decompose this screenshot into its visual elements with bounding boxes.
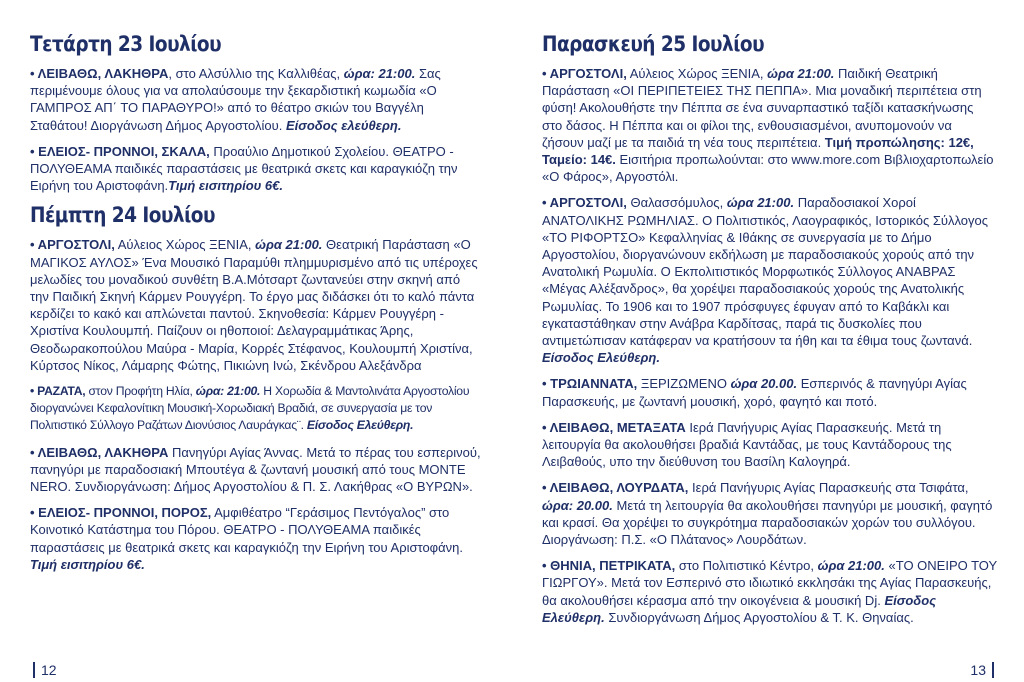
event-text: Αμφιθέατρο “Γεράσιμος Πεντόγαλος” στο Κοινοτικό Κατάστημα του Πόρου. ΘΕΑΤΡΟ - ΠΟΛΥΘΕΑΜΑ παιδικές παραστάσεις με θεατρικά σκετς και καραγκιόζη την Ειρήνη του Αριστοφάνη. — [30, 505, 463, 555]
event-entry: Είσοδος Ελεύθερη. — [542, 350, 660, 366]
event-entry: Είσοδος Ελεύθερη. — [542, 592, 937, 625]
event-text: Θεατρική Παράσταση «Ο ΜΑΓΙΚΟΣ ΑΥΛΟΣ» Ένα Μουσικό Παραμύθι πλημμυρισμένο από τις υπέροχες μελωδίες του μοναδικού συνθέτη Β.Α.Μότσαρτ ζωντανεύει στην σκηνή από την Παιδική Σκηνή Κάρμεν Ρουγγέρη. Το έργο μας διδάσκει ότι το καλό πάντα κερδίζει το κακό και απλώνεται παντού. Σκηνοθεσία: Κάρμεν Ρουγγέρη - Χριστίνα Κουλουμπή. Παίζουν οι ηθοποιοί: Δελαγραμμάτικας Άρης, Θεοδωρακοπούλου Μαύρα - Μαρία, Κορρές Στέφανος, Κουλουμπή Χριστίνα, Κύρτσος Νίκος, Λάμαρης Φώτης, Πικιώνη Ινώ, Σκένδρου Αλεξάνδρα — [30, 237, 478, 373]
event-entry: Είσοδος ελεύθερη. — [285, 117, 402, 133]
event-place: • ΘΗΝΙΑ, ΠΕΤΡΙΚΑΤΑ, — [542, 558, 676, 574]
event-text: Ιερά Πανήγυρις Αγίας Παρασκευής στα Τσιφάτα, — [688, 480, 969, 496]
event-argostoli-dances — [542, 194, 997, 366]
event-argostoli-peppa — [542, 65, 997, 185]
event-place: • ΕΛΕΙΟΣ- ΠΡΟΝΝΟΙ, ΠΟΡΟΣ, — [30, 505, 212, 521]
right-column — [542, 32, 997, 635]
event-text: Εισιτήρια προπωλούνται: στο www.more.com Βιβλιοχαρτοπωλείο «Ο Φάρος», Αργοστόλι. — [542, 152, 994, 185]
event-metaxata — [542, 419, 997, 471]
event-text: Προαύλιο Δημοτικού Σχολείου. ΘΕΑΤΡΟ - ΠΟΛΥΘΕΑΜΑ παιδικές παραστάσεις με θεατρικά σκετς και καραγκιόζη την Ειρήνη του Αριστοφάνη. — [30, 143, 458, 194]
event-text: «ΤΟ ΟΝΕΙΡΟ ΤΟΥ ΓΙΩΡΓΟΥ». Μετά τον Εσπερινό στο ιδιωτικό εκκλησάκι της Αγίας Παρασκευής, θα ακολουθήσει κέρασμα από την οικογένεια & μουσική Dj. — [542, 558, 997, 608]
event-razata — [30, 383, 482, 435]
event-time: ώρα 21:00. — [767, 66, 835, 81]
event-place: • ΕΛΕΙΟΣ- ΠΡΟΝΝΟΙ, ΣΚΑΛΑ, — [30, 143, 210, 159]
right-page — [512, 0, 1024, 682]
event-text: Παιδική Θεατρική Παράσταση «ΟΙ ΠΕΡΙΠΕΤΕΙΕΣ ΤΗΣ ΠΕΠΠΑ». Μια μοναδική περιπέτεια στη φύση! Ακολουθήστε την Πέππα σε ένα συναρπαστικό ταξίδι κατασκήνωσης στο δάσος. Η Πέππα και οι φίλοι της, ενθουσιασμένοι, ανυπομονούν να ζήσουν μαζί με τα παιδιά τη νέα τους περιπέτεια. — [542, 66, 982, 150]
event-place: • ΤΡΩΙΑΝΝΑΤΑ, — [542, 376, 638, 392]
event-text: Εσπερινός & πανηγύρι Αγίας Παρασκευής, με ζωντανή μουσική, χορό, φαγητό και ποτό. — [542, 376, 967, 409]
event-text: στον Προφήτη Ηλία, — [85, 384, 196, 399]
event-text: στο Πολιτιστικό Κέντρο, — [675, 558, 818, 574]
event-time: ώρα 21:00. — [726, 195, 795, 211]
event-poros — [30, 504, 482, 573]
event-text: ΞΕΡΙΖΩΜΕΝΟ — [637, 376, 731, 392]
event-place: • ΑΡΓΟΣΤΟΛΙ, — [542, 66, 627, 81]
event-time: ώρα 20.00. — [730, 376, 798, 392]
event-skala — [30, 143, 482, 195]
event-place: • ΡΑΖΑΤΑ, — [30, 384, 86, 399]
event-petrikata — [542, 557, 997, 626]
page-number: 13 — [970, 662, 994, 678]
left-column — [30, 32, 482, 582]
page-number: 12 — [33, 662, 57, 678]
event-argostoli-thu — [30, 236, 482, 374]
day-heading-friday: Παρασκευή 25 Ιουλίου — [542, 32, 765, 57]
event-time: ώρα 21:00. — [817, 558, 885, 574]
event-place: • ΛΕΙΒΑΘΩ, ΛΑΚΗΘΡΑ — [30, 444, 169, 460]
event-time: ώρα: 21:00. — [343, 66, 416, 81]
event-time: ώρα: 20.00. — [542, 497, 613, 513]
event-text: Η Χορωδία & Μαντολινάτα Αργοστολίου διοργανώνει Κεφαλονίτικη Μουσική-Χορωδιακή Βραδιά, σε συνεργασία με τον Πολιτιστικό Σύλλογο Ραζάτων Διονύσιος Λαυράγκας¨. — [30, 384, 470, 433]
event-troiannata — [542, 375, 997, 409]
event-price: Τιμή εισιτηρίου 6€. — [30, 556, 145, 572]
event-text: Μετά τη λειτουργία θα ακολουθήσει πανηγύρι με μουσική, φαγητό και κρασί. Θα χορέψει το συγκρότημα παραδοσιακών χορών του συλλόγου. Διοργάνωση: Π.Σ. «Ο Πλάτανος» Λουρδάτων. — [542, 497, 993, 548]
event-lakithra-thu — [30, 444, 482, 496]
event-text: Σας περιμένουμε όλους για να απολαύσουμε την ξεκαρδιστική κωμωδία «Ο ΓΑΜΠΡΟΣ ΑΠ΄ ΤΟ ΠΑΡΑΘΥΡΟ!» από το θέατρο σκιών του Βαγγέλη Σταθάτου! Διοργάνωση Δήμος Αργοστολίου. — [30, 66, 441, 133]
event-lourdata — [542, 479, 997, 548]
event-place: • ΛΕΙΒΑΘΩ, ΛΑΚΗΘΡΑ — [30, 66, 169, 81]
event-price: Τιμή εισιτηρίου 6€. — [168, 178, 284, 194]
event-text: Αύλειος Χώρος ΞΕΝΙΑ, — [626, 66, 768, 81]
day-heading-wednesday: Τετάρτη 23 Ιουλίου — [30, 32, 222, 57]
event-text: , στο Αλσύλλιο της Καλλιθέας, — [168, 66, 344, 81]
event-place: • ΛΕΙΒΑΘΩ, ΜΕΤΑΞΑΤΑ — [542, 419, 686, 435]
event-lakithra-wed — [30, 65, 482, 134]
event-text: Παραδοσιακοί Χοροί ΑΝΑΤΟΛΙΚΗΣ ΡΩΜΗΛΙΑΣ. Ο Πολιτιστικός, Λαογραφικός, Ιστορικός Σύλλογος «ΤΟ ΡΙΦΟΡΤΣΟ» Κεφαλληνίας & Ιθάκης σε συνεργασία με το Δήμο Αργοστολίου, διοργανώνουν εκδήλωση με παραδοσιακούς χορούς από την Ανατολική Ρωμυλία. Ο Εκπολιτιστικός Μορφωτικός Σύλλογος ΑΝΑΒΡΑΣ «Μέγας Αλέξανδρος», θα χορέψει παραδοσιακούς χορούς της Ανατολικής Ρωμυλίας. Το 1906 και το 1907 πρόσφυγες έφυγαν από το Καβάκλι και εγκαταστάθηκαν στην Ανάβρα Καρδίτσας, παρά τις δυσκολίες που αντιμετώπισαν κατάφεραν να κρατήσουν τα ήθη και τα έθιμα τους ζωντανά. — [542, 195, 989, 349]
event-text: Πανηγύρι Αγίας Άννας. Μετά το πέρας του εσπερινού, πανηγύρι με παραδοσιακή Μπουτέγα & ζωντανή μουσική από τους MONTE NERO. Συνδιοργάνωση: Δήμος Αργοστολίου & Π. Σ. Λακήθρας «Ο ΒΥΡΩΝ». — [30, 444, 481, 495]
event-place: • ΑΡΓΟΣΤΟΛΙ, — [30, 237, 115, 253]
event-text: Συνδιοργάνωση Δήμος Αργοστολίου & Τ. Κ. Θηναίας. — [604, 609, 914, 625]
event-price: Τιμή προπώλησης: 12€, Ταμείο: 14€. — [542, 134, 974, 168]
day-heading-thursday: Πέμπτη 24 Ιουλίου — [30, 203, 215, 229]
event-text: Θαλασσόμυλος, — [626, 195, 727, 211]
event-time: ώρα 21:00. — [255, 237, 323, 253]
event-entry: Είσοδος Ελεύθερη. — [306, 418, 414, 433]
event-place: • ΛΕΙΒΑΘΩ, ΛΟΥΡΔΑΤΑ, — [542, 480, 689, 496]
event-text: Αύλειος Χώρος ΞΕΝΙΑ, — [114, 237, 256, 253]
event-text: Ιερά Πανήγυρις Αγίας Παρασκευής. Μετά τη λειτουργία θα ακολουθήσει βραδιά Καντάδας, με τους Καντάδορους της Λειβαθούς, υπο την διεύθυνση του Βασίλη Καλογηρά. — [542, 419, 952, 470]
event-place: • ΑΡΓΟΣΤΟΛΙ, — [542, 195, 627, 211]
event-time: ώρα: 21:00. — [195, 384, 261, 399]
